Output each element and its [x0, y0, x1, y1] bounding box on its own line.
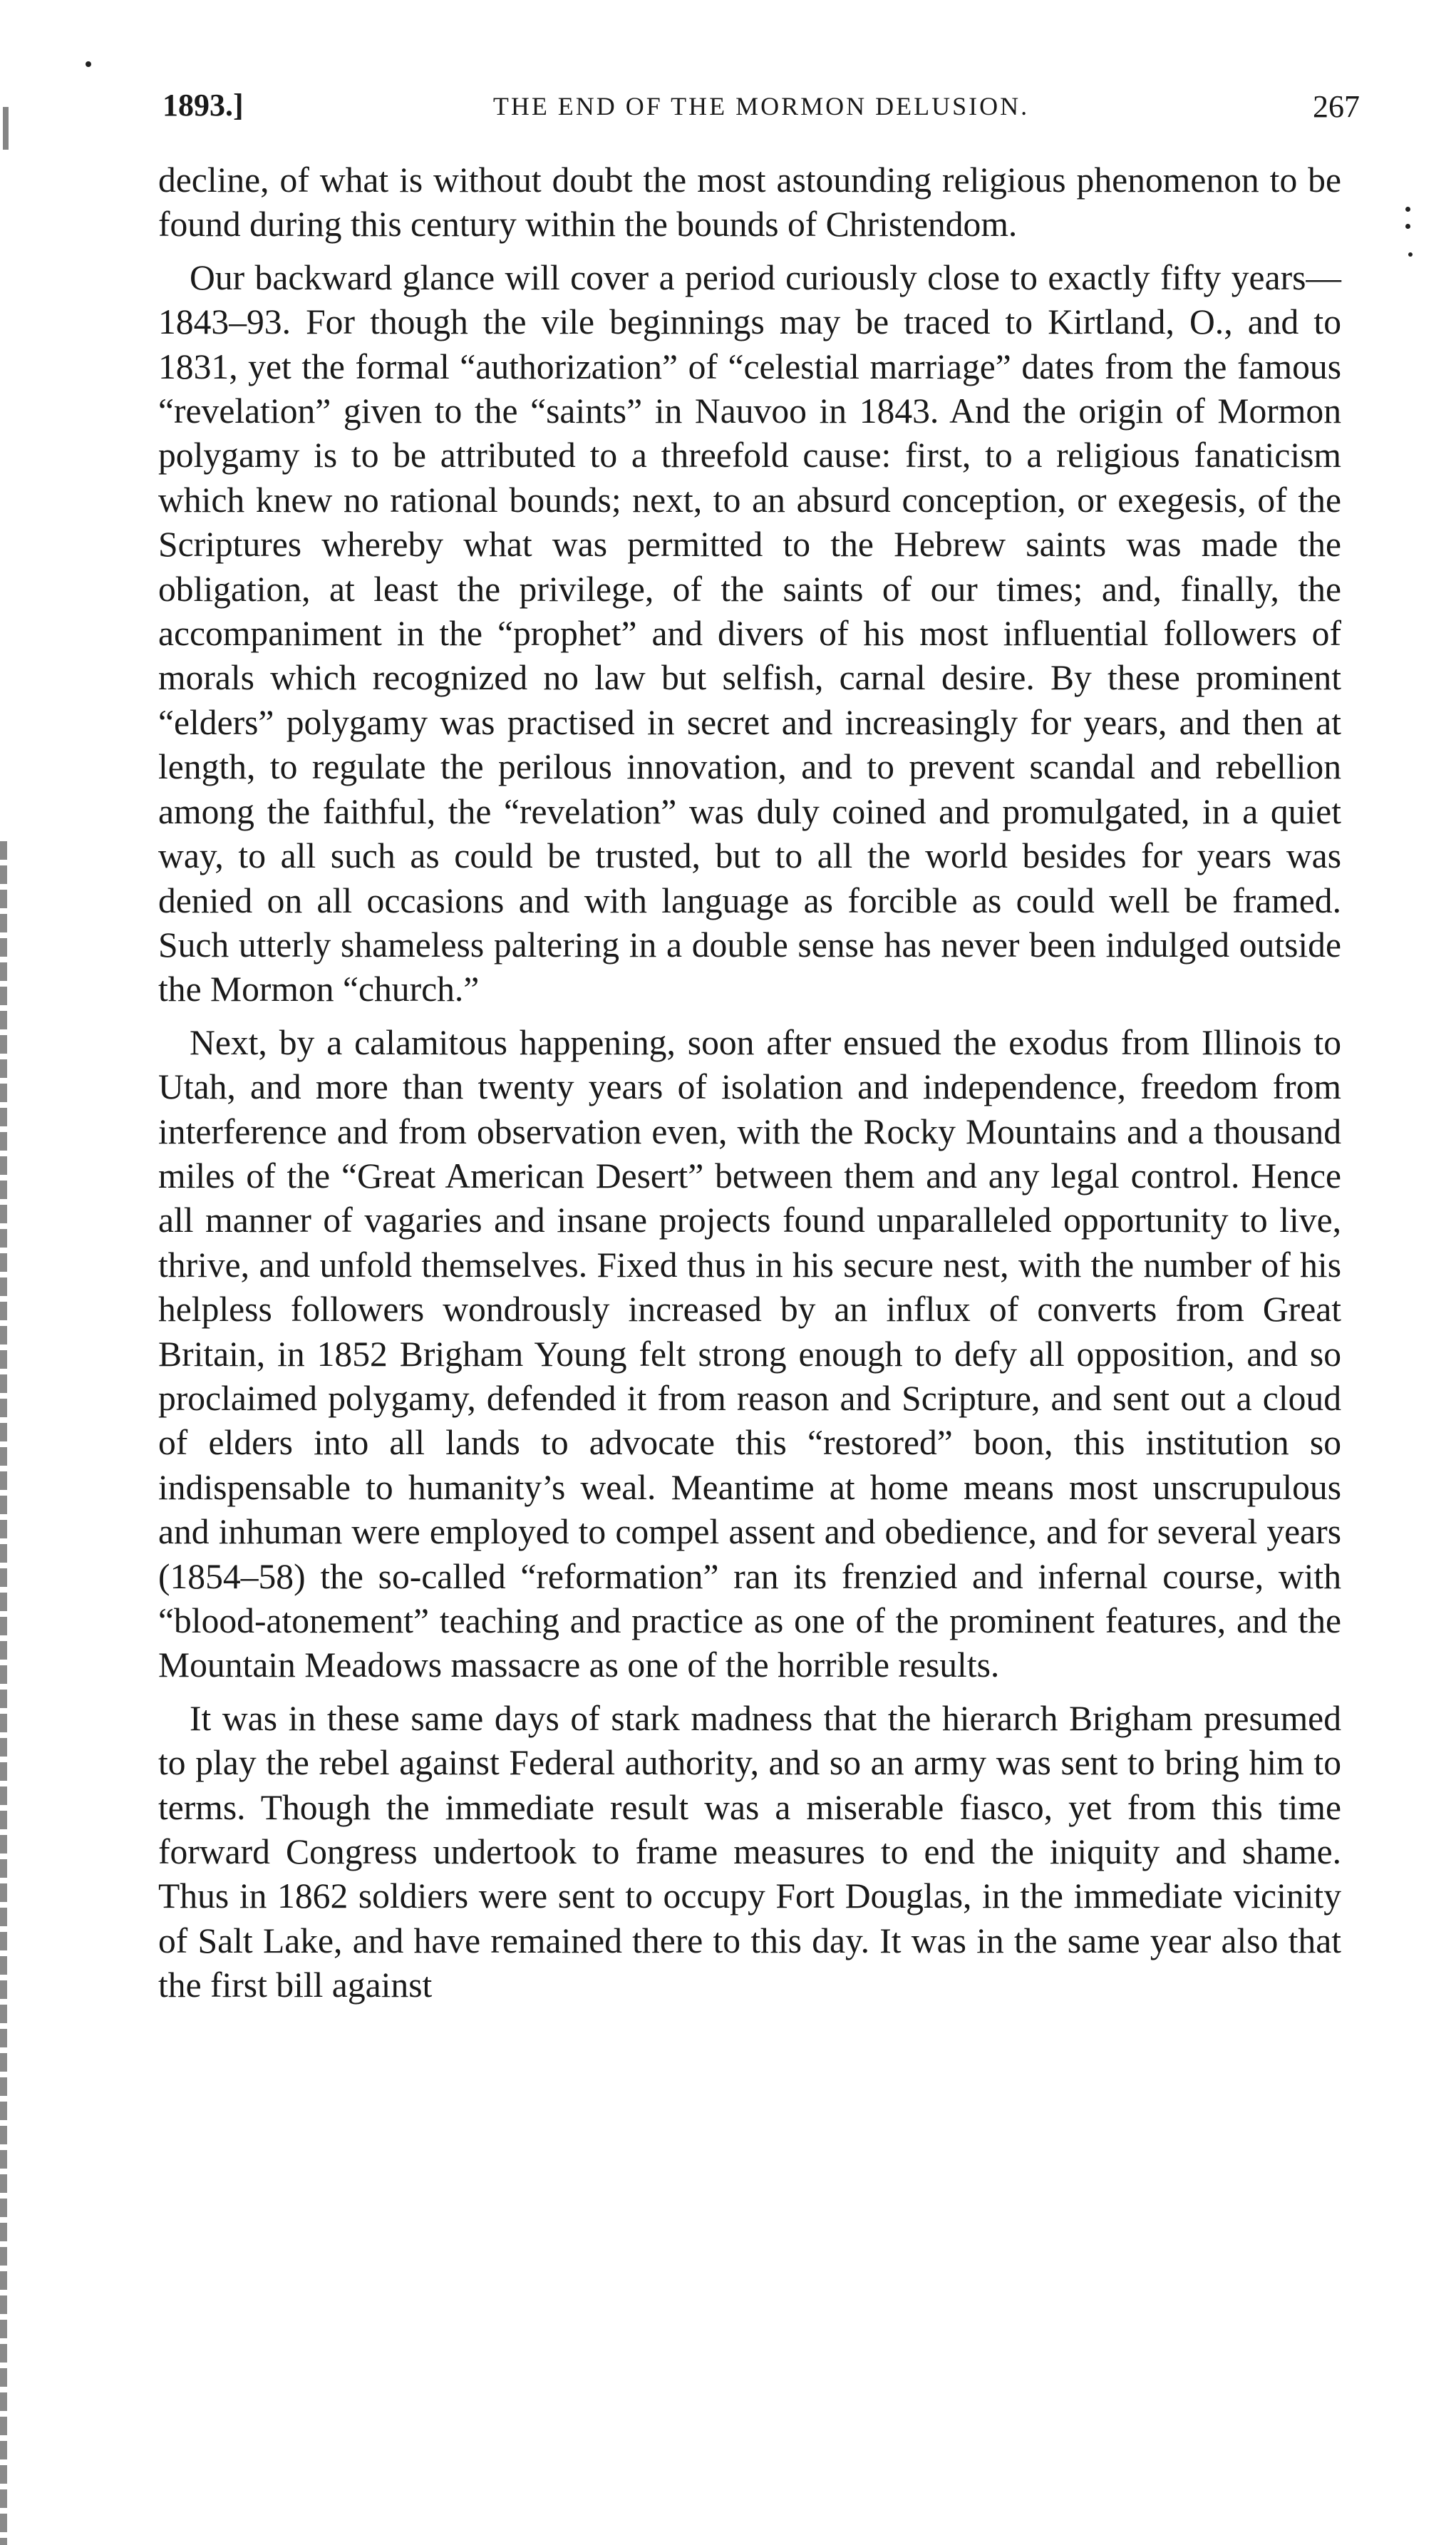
- paragraph: Our backward glance will cover a period curiously close to exactly fifty years—1843–93. For though the vile beginnings may be traced to Kirtland, O., and to 1831, yet the formal “authorization” of “celestial marriage” dates from the famous “revelation” given to the “saints” in Nauvoo in 1843. And the origin of Mormon polygamy is to be attributed to a threefold cause: first, to a religious fanaticism which knew no rational bounds; next, to an absurd conception, or exegesis, of the Scriptures whereby what was permitted to the Hebrew saints was made the obligation, at least the privilege, of the saints of our times; and, finally, the accompaniment in the “prophet” and divers of his most influential followers of morals which recognized no law but selfish, carnal desire. By these prominent “elders” polygamy was practised in secret and increasingly for years, and then at length, to regulate the perilous innovation, and to prevent scandal and rebellion among the faithful, the “revelation” was duly coined and promulgated, in a quiet way, to all such as could be trusted, but to all the world besides for years was denied on all occasions and with language as forcible as could well be framed. Such utterly shameless paltering in a double sense has never been indulged outside the Mormon “church.”: [158, 257, 1341, 1009]
- scan-speck: [86, 61, 91, 67]
- paragraph: Next, by a calamitous happening, soon after ensued the exodus from Illinois to Utah, and more than twenty years of isolation and independence, freedom from interference and from observation even, with the Rocky Mountains and a thousand miles of the “Great American Desert” between them and any legal control. Hence all manner of vagaries and insane projects found unparalleled opportunity to live, thrive, and unfold themselves. Fixed thus in his secure nest, with the number of his helpless followers wondrously increased by an influx of converts from Great Britain, in 1852 Brigham Young felt strong enough to defy all opposition, and so proclaimed polygamy, defended it from reason and Scripture, and sent out a cloud of elders into all lands to advocate this “restored” boon, this institution so indispensable to humanity’s weal. Meantime at home means most unscrupulous and inhuman were employed to compel assent and obedience, and for several years (1854–58) the so-called “reformation” ran its frenzied and infernal course, with “blood-atonement” teaching and practice as one of the prominent features, and the Mountain Meadows massacre as one of the horrible results.: [158, 1022, 1341, 1685]
- paragraph-continued: decline, of what is without doubt the most astounding religious phenomenon to be found during this century within the bounds of Christendom.: [158, 160, 1341, 245]
- page-edge-mark: [3, 107, 9, 150]
- header-title: THE END OF THE MORMON DELUSION.: [492, 92, 1030, 120]
- page-number: 267: [1313, 89, 1360, 124]
- scan-speck: [1405, 224, 1410, 229]
- article-body: [158, 158, 1341, 2008]
- paragraph: It was in these same days of stark madness that the hierarch Brigham presumed to play the rebel against Federal authority, and so an army was sent to bring him to terms. Though the immediate result was a miserable fiasco, yet from this time forward Congress undertook to frame measures to end the iniquity and shame. Thus in 1862 soldiers were sent to occupy Fort Douglas, in the immediate vicinity of Salt Lake, and have remained there to this day. It was in the same year also that the first bill against: [158, 1698, 1341, 2005]
- scan-speck: [1408, 252, 1413, 257]
- running-head: [162, 87, 1360, 137]
- header-year: 1893.]: [162, 88, 244, 123]
- scan-speck: [1405, 207, 1410, 212]
- page-edge-shadow: [0, 841, 7, 2545]
